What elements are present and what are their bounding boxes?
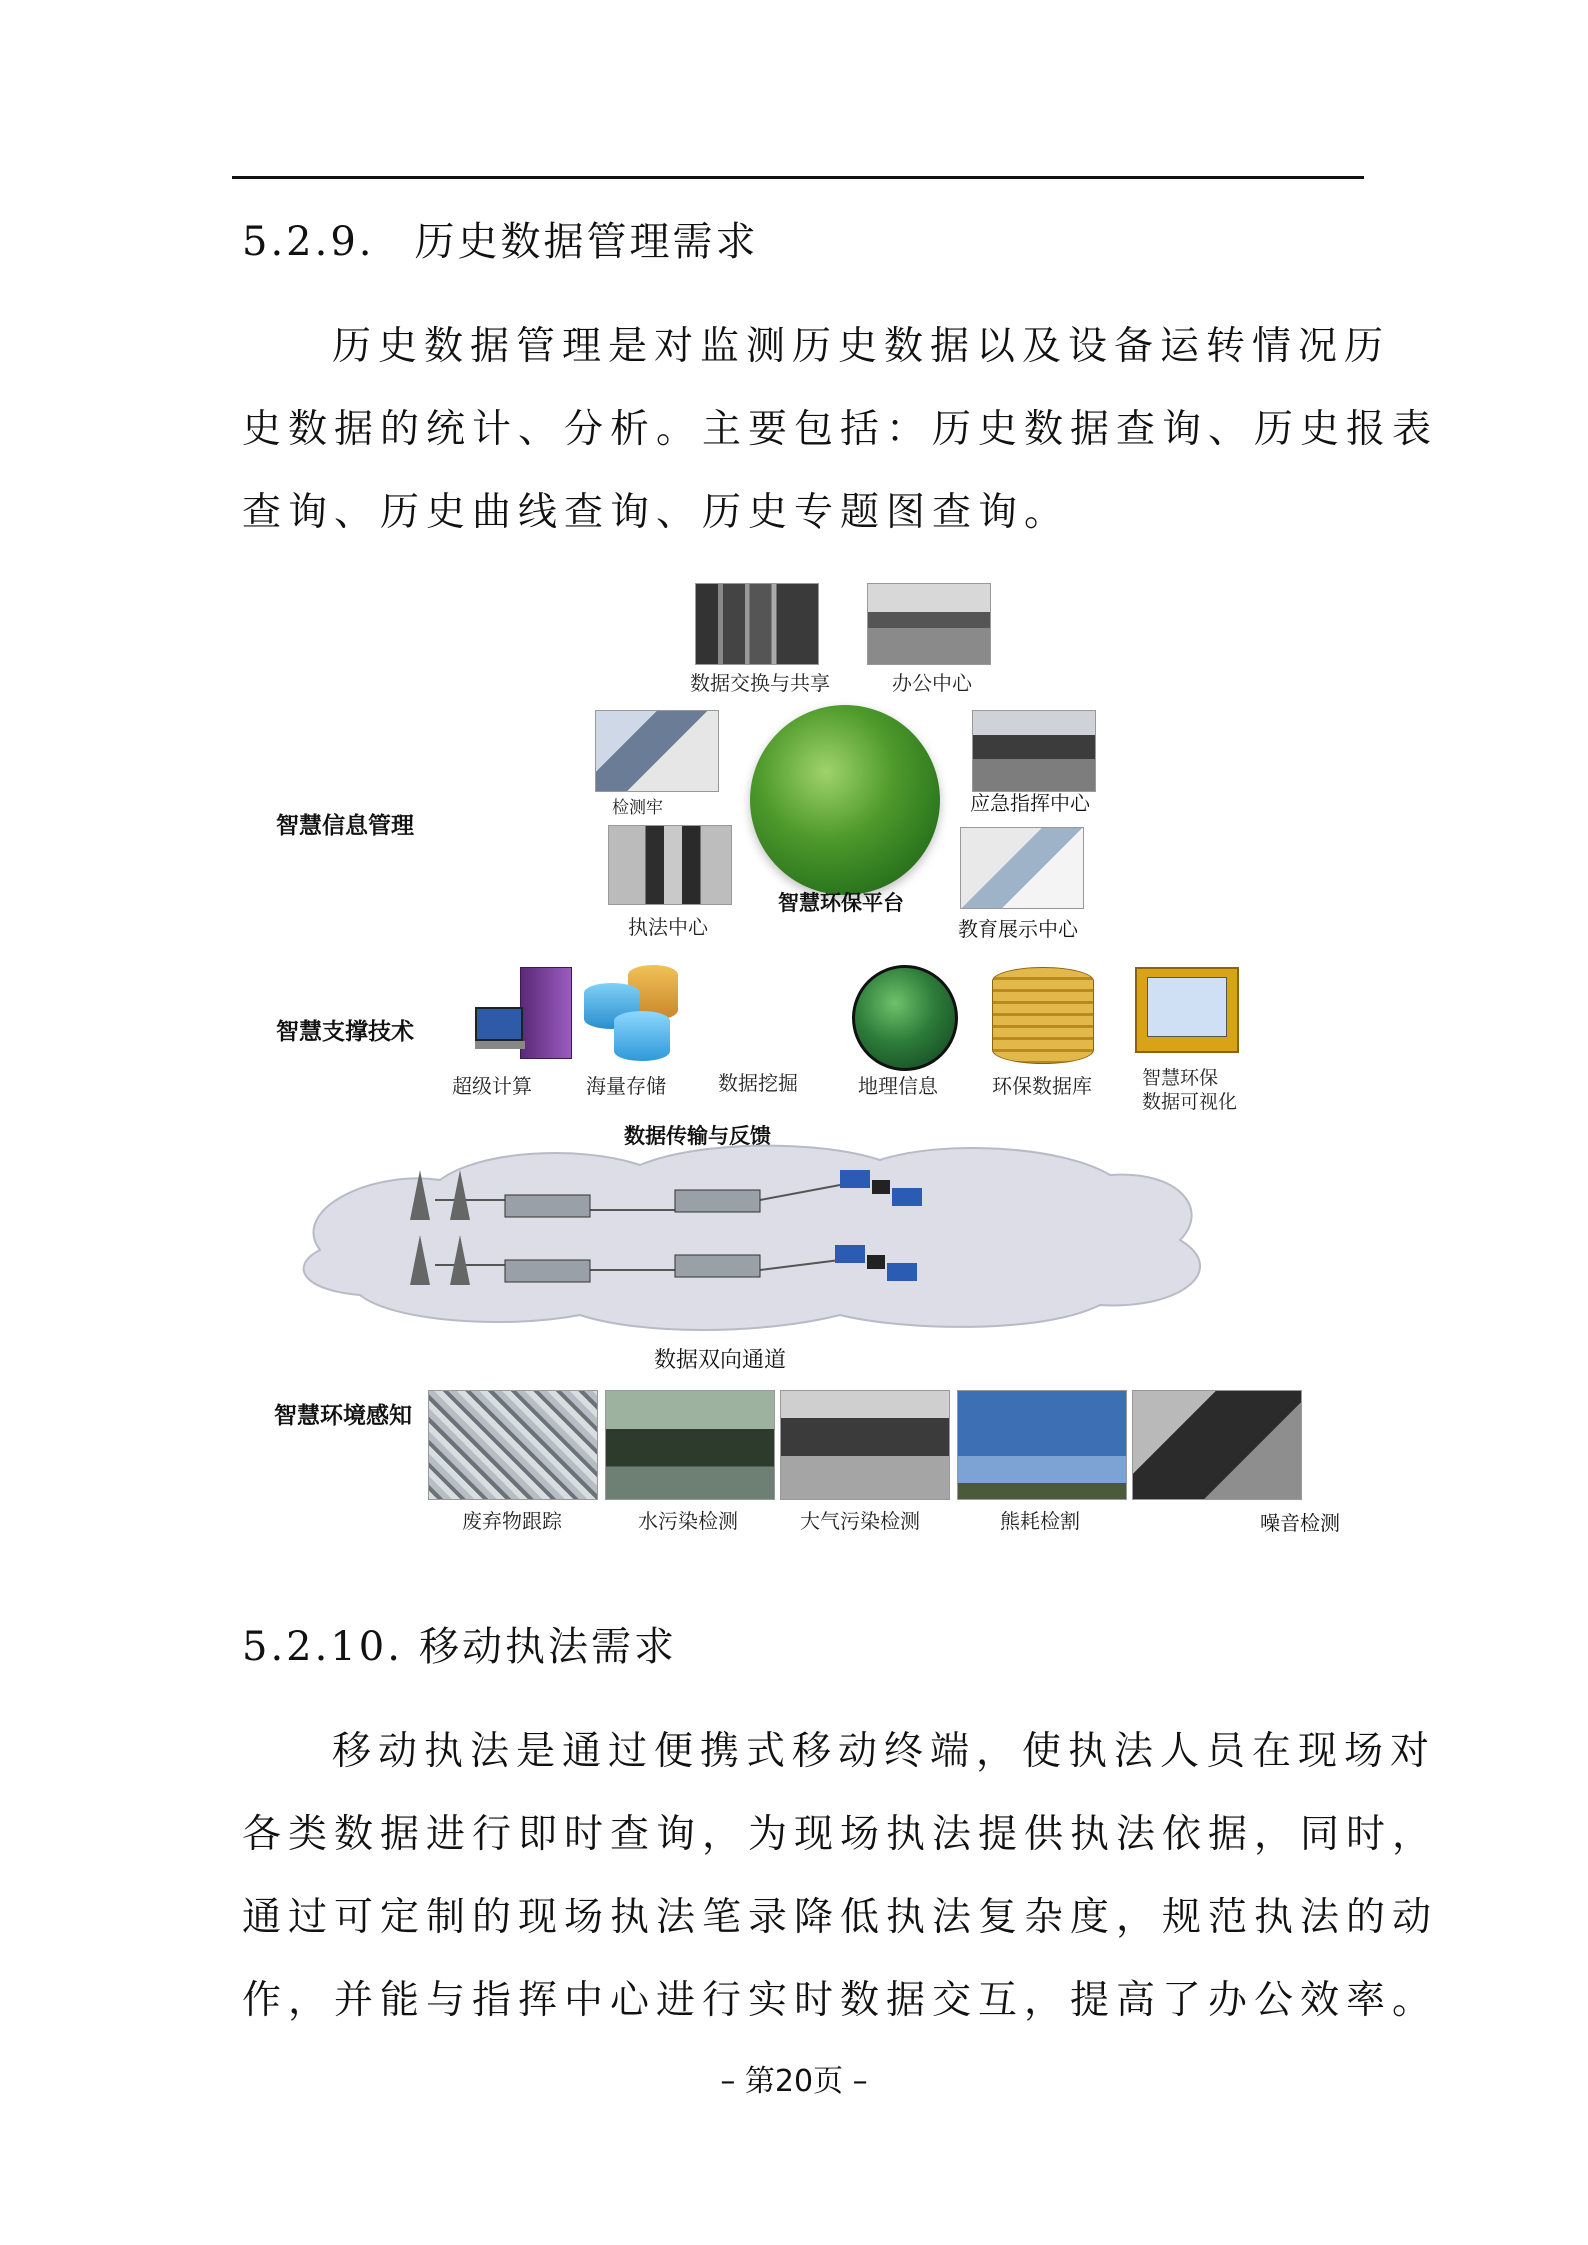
office-center-photo bbox=[867, 583, 991, 665]
label-smart-env: 智慧环保 bbox=[1142, 1068, 1219, 1089]
env-database-icon bbox=[992, 967, 1094, 1064]
label-enforcement-center: 执法中心 bbox=[628, 917, 708, 939]
label-supercompute: 超级计算 bbox=[452, 1076, 532, 1098]
section-smart-info-mgmt: 智慧信息管理 bbox=[276, 813, 414, 839]
paragraph-line: 各类数据进行即时查询，为现场执法提供执法依据，同时， bbox=[242, 1812, 1439, 1857]
emergency-center-photo bbox=[972, 710, 1096, 792]
section-title: 历史数据管理需求 bbox=[414, 219, 759, 265]
label-education-center: 教育展示中心 bbox=[958, 917, 1078, 941]
label-env-database: 环保数据库 bbox=[992, 1076, 1092, 1098]
energy-consumption-photo bbox=[957, 1390, 1127, 1500]
label-data-transfer: 数据传输与反馈 bbox=[624, 1124, 771, 1148]
section-smart-env-sensing: 智慧环境感知 bbox=[274, 1403, 412, 1429]
label-energy-consumption: 熊耗检割 bbox=[1000, 1511, 1080, 1533]
noise-detection-photo bbox=[1132, 1390, 1302, 1500]
paragraph-line: 移动执法是通过便携式移动终端，使执法人员在现场对 bbox=[332, 1729, 1437, 1774]
section-number: 5.2.10. bbox=[242, 1624, 403, 1670]
section-number: 5.2.9. bbox=[242, 219, 375, 265]
gis-globe-icon bbox=[852, 965, 958, 1071]
label-mass-storage: 海量存储 bbox=[586, 1076, 666, 1098]
data-exchange-photo bbox=[695, 583, 819, 665]
paragraph-line: 通过可定制的现场执法笔录降低执法复杂度，规范执法的动 bbox=[242, 1895, 1439, 1940]
lab-photo bbox=[595, 710, 719, 792]
visualization-icon bbox=[1135, 967, 1239, 1053]
cloud-network-diagram bbox=[280, 1140, 1360, 1340]
paragraph-history-data bbox=[242, 305, 1439, 554]
label-air-pollution: 大气污染检测 bbox=[800, 1511, 920, 1533]
water-pollution-photo bbox=[605, 1390, 775, 1500]
label-geo-info: 地理信息 bbox=[858, 1076, 938, 1098]
globe-icon bbox=[750, 705, 940, 895]
enforcement-center-photo bbox=[608, 825, 732, 905]
label-water-pollution: 水污染检测 bbox=[638, 1511, 738, 1533]
label-office-center: 办公中心 bbox=[892, 673, 972, 695]
label-noise-detection: 噪音检测 bbox=[1260, 1511, 1340, 1535]
smart-env-platform-figure bbox=[260, 575, 1360, 1545]
label-data-visualization: 数据可视化 bbox=[1142, 1092, 1238, 1113]
label-data-mining: 数据挖掘 bbox=[718, 1073, 798, 1095]
supercomputer-icon bbox=[475, 967, 585, 1062]
label-data-exchange: 数据交换与共享 bbox=[690, 673, 830, 695]
section-heading-5-2-9 bbox=[242, 210, 759, 267]
paragraph-line: 查询、历史曲线查询、历史专题图查询。 bbox=[242, 490, 1071, 535]
label-emergency-center: 应急指挥中心 bbox=[970, 791, 1090, 815]
waste-tracking-photo bbox=[428, 1390, 598, 1500]
mass-storage-icon bbox=[578, 965, 688, 1065]
education-center-photo bbox=[960, 827, 1084, 909]
section-title: 移动执法需求 bbox=[418, 1624, 677, 1670]
paragraph-mobile-enforcement bbox=[242, 1710, 1439, 2042]
label-waste-tracking: 废弃物跟踪 bbox=[462, 1511, 562, 1533]
label-data-channel: 数据双向通道 bbox=[654, 1348, 787, 1373]
air-pollution-photo bbox=[780, 1390, 950, 1500]
header-rule bbox=[232, 176, 1364, 179]
label-lab: 检测牢 bbox=[612, 798, 663, 817]
section-smart-support-tech: 智慧支撑技术 bbox=[276, 1019, 414, 1045]
paragraph-line: 历史数据管理是对监测历史数据以及设备运转情况历 bbox=[332, 324, 1391, 369]
section-heading-5-2-10 bbox=[242, 1615, 677, 1672]
paragraph-line: 史数据的统计、分析。主要包括：历史数据查询、历史报表 bbox=[242, 407, 1439, 452]
label-platform: 智慧环保平台 bbox=[778, 891, 904, 915]
paragraph-line: 作，并能与指挥中心进行实时数据交互，提高了办公效率。 bbox=[242, 1978, 1439, 2023]
page-number-footer: – 第20页 – bbox=[720, 2064, 868, 2099]
